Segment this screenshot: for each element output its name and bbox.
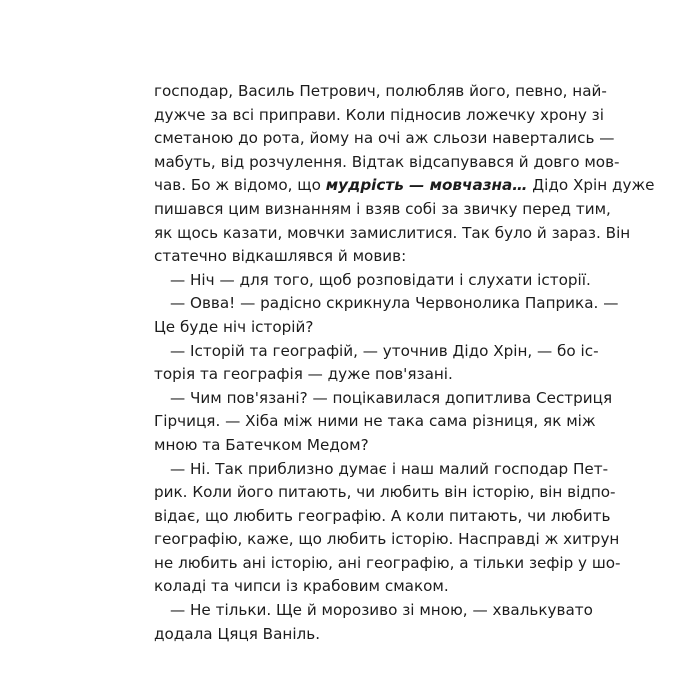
text-line: господар, Василь Петрович, полюбляв його, певно, най- (154, 82, 607, 100)
text-line: рик. Коли його питають, чи любить він історію, він відпо- (154, 483, 616, 502)
text-line: сметаною до рота, йому на очі аж сльози навертались — (154, 129, 615, 148)
text-line: географію, каже, що любить історію. Насправді ж хитрун (154, 530, 620, 549)
text-line-with-emphasis (154, 174, 655, 198)
text-line: коладі та чипси із крабовим смаком. (154, 577, 449, 596)
text-run: Дідо Хрін дуже (527, 176, 655, 195)
text-line: додала Цяця Ваніль. (154, 624, 321, 643)
dialogue-line: — Не тільки. Ще й морозиво зі мною, — хвалькувато (170, 601, 593, 620)
text-line: дужче за всі приправи. Коли підносив ложечку хрону зі (154, 105, 604, 124)
text-line: мною та Батечком Медом? (154, 435, 369, 454)
body-text (154, 80, 655, 646)
text-line: мабуть, від розчулення. Відтак відсапувався й довго мов- (154, 152, 620, 171)
text-line: не любить ані історію, ані географію, а тільки зефір у шо- (154, 553, 621, 572)
text-line: статечно відкашлявся й мовив: (154, 247, 407, 266)
text-line: як щось казати, мовчки замислитися. Так було й зараз. Він (154, 223, 631, 242)
dialogue-line: — Історій та географій, — уточнив Дідо Хрін, — бо іс- (170, 341, 599, 360)
text-line: торія та географія — дуже пов'язані. (154, 365, 453, 384)
text-line: пишався цим визнанням і взяв собі за звичку перед тим, (154, 199, 611, 218)
dialogue-line: — Ніч — для того, щоб розповідати і слухати історії. (170, 270, 591, 289)
dialogue-line: — Овва! — радісно скрикнула Червонолика Паприка. — (170, 294, 619, 313)
dialogue-line: — Ні. Так приблизно думає і наш малий господар Пет- (170, 459, 609, 478)
text-line: Гірчиця. — Хіба між ними не така сама різниця, як між (154, 412, 596, 431)
dialogue-line: — Чим пов'язані? — поцікавилася допитлива Сестриця (170, 388, 613, 407)
text-run: чав. Бо ж відомо, що (154, 176, 326, 195)
text-line: відає, що любить географію. А коли питають, чи любить (154, 506, 611, 525)
emphasized-phrase: мудрість — мовчазна… (325, 176, 528, 195)
text-line: Це буде ніч історій? (154, 317, 314, 336)
